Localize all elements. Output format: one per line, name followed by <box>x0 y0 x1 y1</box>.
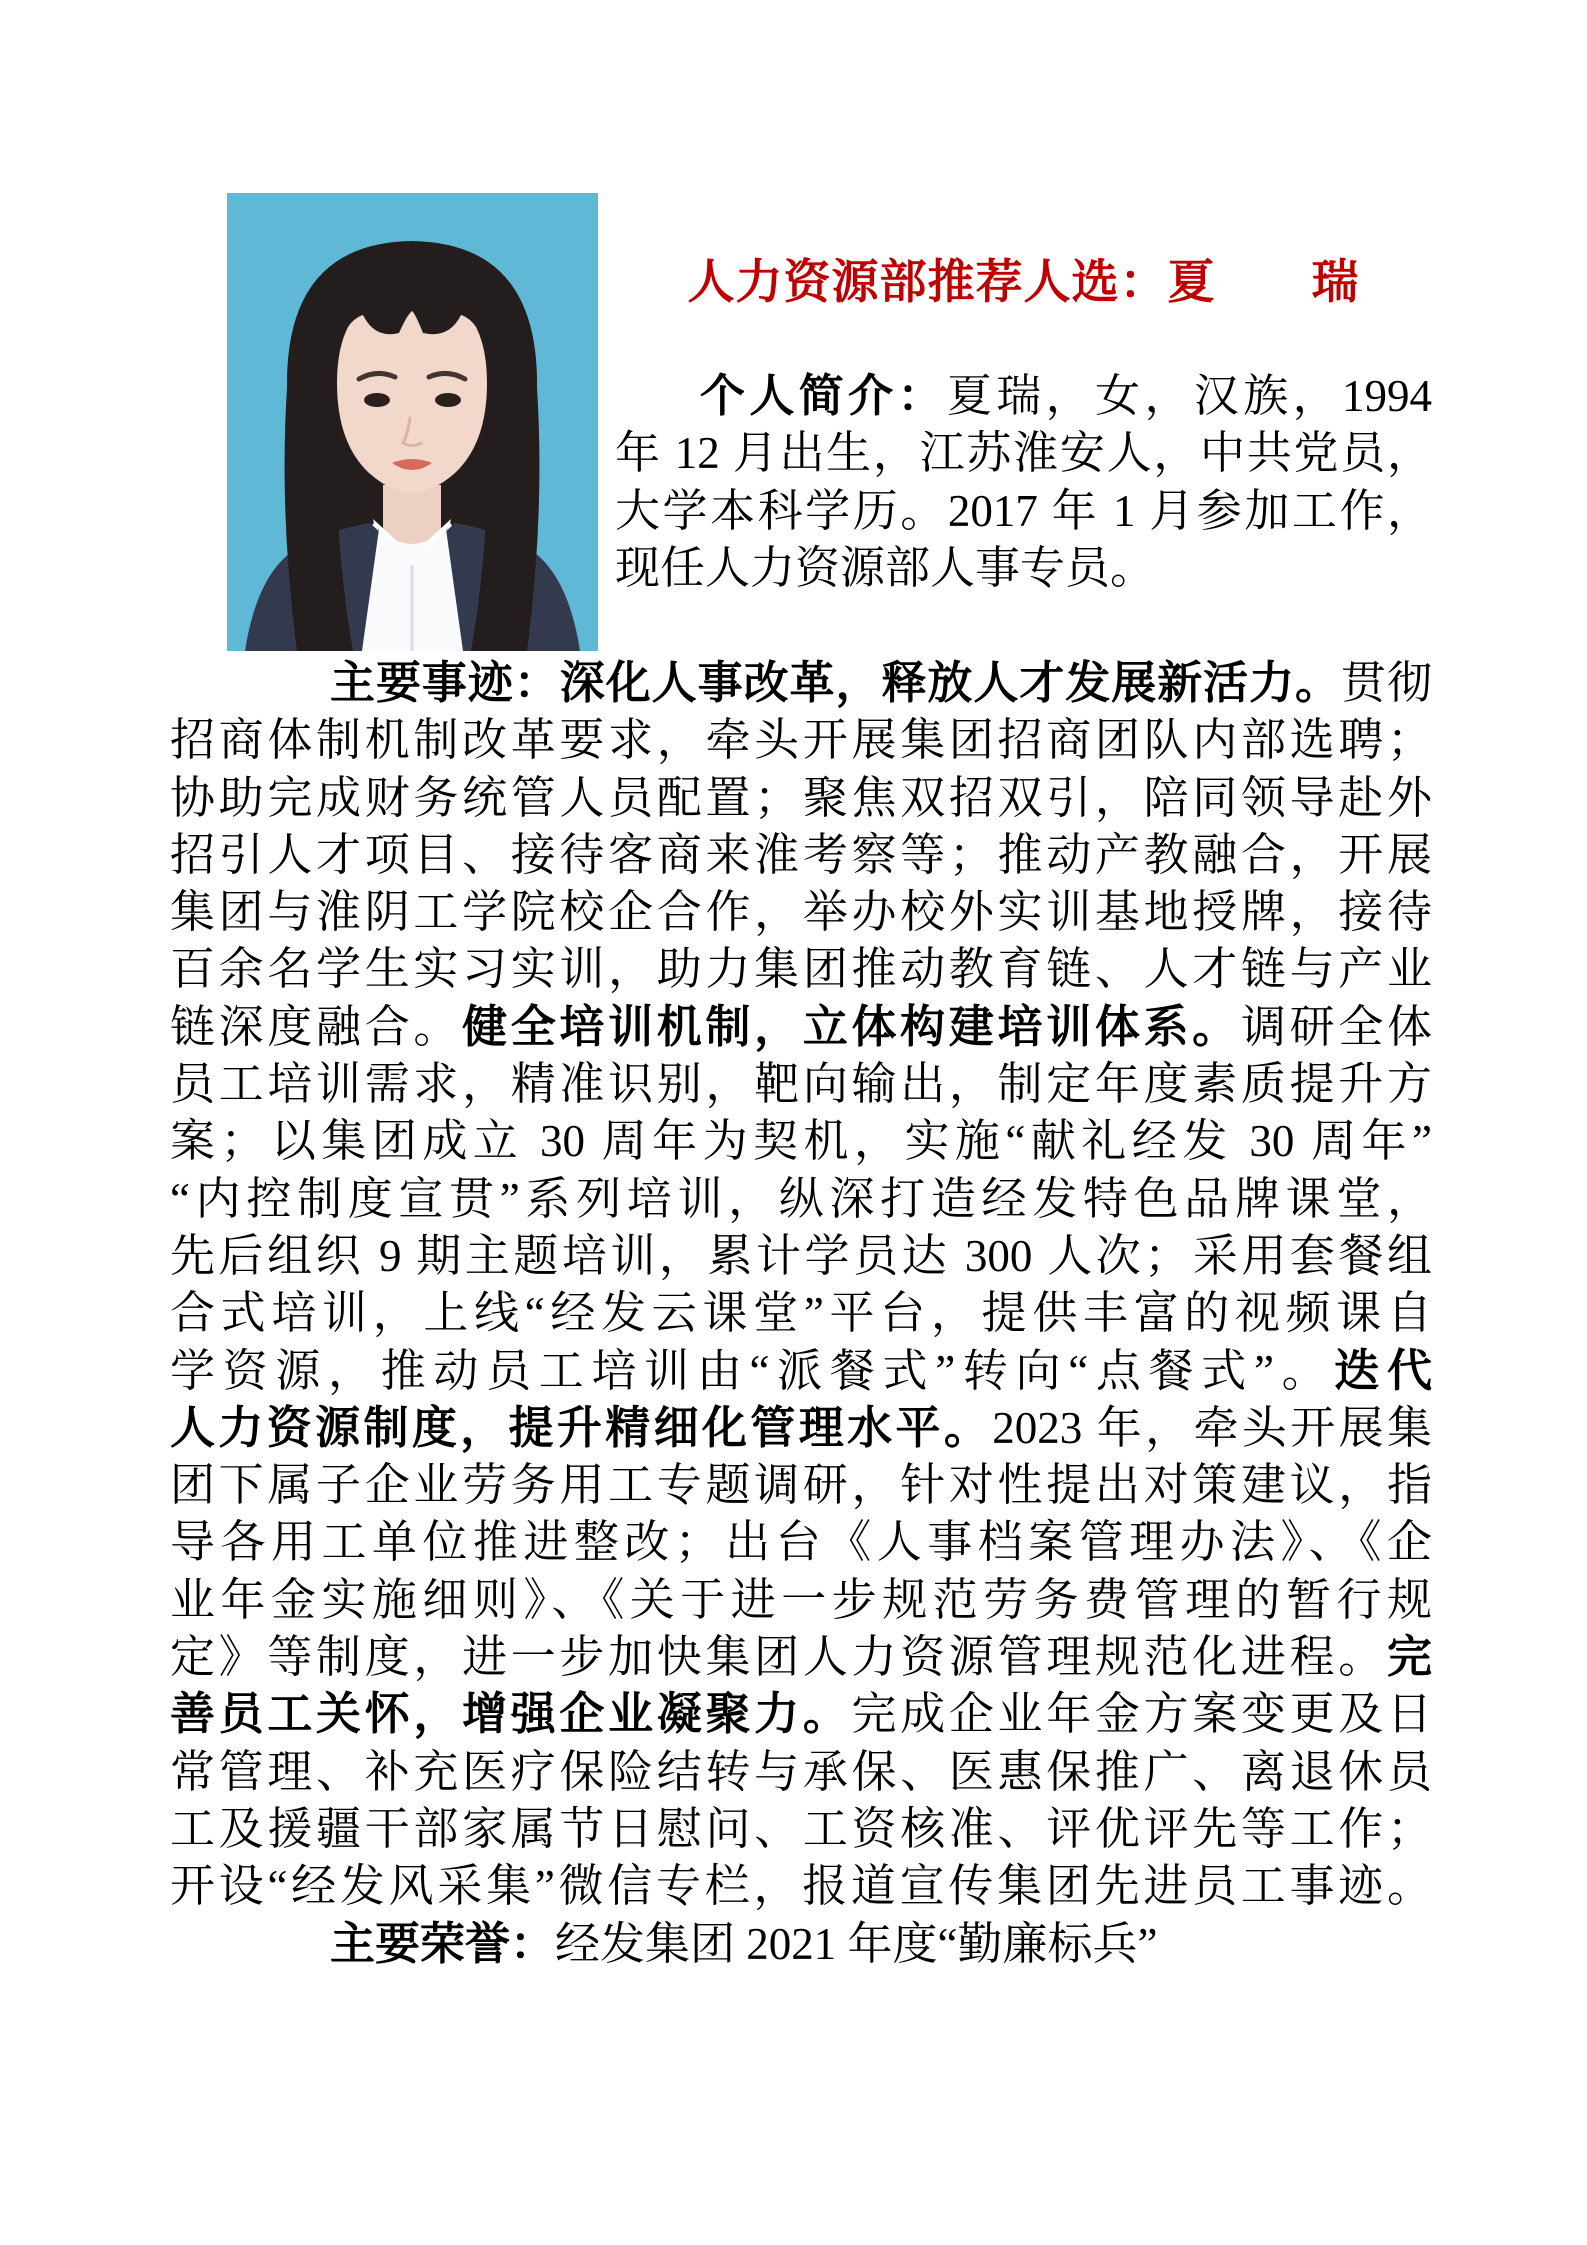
text-segment: “内控制度宣贯”系列培训，纵深打造经发特色品牌课堂， <box>170 1173 1432 1224</box>
text-segment: 开设“经发风采集”微信专栏，报道宣传集团先进员工事迹。 <box>170 1861 1432 1912</box>
bold-text-segment: 健全培训机制，立体构建培训体系。 <box>462 1001 1241 1052</box>
body-line <box>170 1285 1432 1342</box>
body-line <box>170 1686 1432 1743</box>
text-segment: 案；以集团成立 30 周年为契机，实施“献礼经发 30 周年” <box>170 1116 1432 1167</box>
body-line <box>170 1916 1432 1973</box>
body-line <box>170 1343 1432 1400</box>
text-segment: 协助完成财务统管人员配置；聚焦双招双引，陪同领导赴外 <box>170 772 1432 823</box>
text-segment: 调研全体 <box>1240 1001 1432 1052</box>
text-segment: 合式培训，上线“经发云课堂”平台，提供丰富的视频课自 <box>170 1288 1432 1339</box>
body-line <box>170 827 1432 884</box>
text-segment: 贯彻 <box>1341 658 1432 708</box>
text-segment: 2023 年，牵头开展集 <box>992 1402 1432 1453</box>
body-line <box>170 999 1432 1056</box>
text-segment: 现任人力资源部人事专员。 <box>615 542 1156 593</box>
body-line <box>170 712 1432 769</box>
body-line <box>170 884 1432 941</box>
text-segment: 夏瑞，女，汉族，1994 <box>946 371 1432 421</box>
text-segment: 工及援疆干部家属节日慰问、工资核准、评优评先等工作； <box>170 1803 1432 1854</box>
body-line <box>170 1228 1432 1285</box>
text-segment: 大学本科学历。2017 年 1 月参加工作， <box>615 485 1432 536</box>
body-line <box>170 770 1432 827</box>
text-segment: 经发集团 2021 年度“勤廉标兵” <box>555 1918 1158 1969</box>
text-segment: 先后组织 9 期主题培训，累计学员达 300 人次；采用套餐组 <box>170 1230 1432 1281</box>
body-line <box>170 1171 1432 1228</box>
text-segment: 业年金实施细则》、《关于进一步规范劳务费管理的暂行规 <box>170 1574 1432 1625</box>
text-segment: 年 12 月出生，江苏淮安人，中共党员， <box>615 428 1432 479</box>
text-segment: 员工培训需求，精准识别，靶向输出，制定年度素质提升方 <box>170 1059 1432 1110</box>
body-line <box>170 1858 1432 1915</box>
body-line <box>170 1629 1432 1686</box>
body-line <box>170 655 1432 712</box>
text-segment: 链深度融合。 <box>170 1001 463 1052</box>
text-segment: 导各用工单位推进整改；出台《人事档案管理办法》、《企 <box>170 1517 1432 1568</box>
body-line <box>170 1457 1432 1514</box>
text-segment: 招商体制机制改革要求，牵头开展集团招商团队内部选聘； <box>170 715 1432 766</box>
intro-line <box>615 425 1432 482</box>
portrait-photo <box>227 193 598 651</box>
body-line <box>170 1400 1432 1457</box>
document-title: 人力资源部推荐人选：夏 瑞 <box>687 257 1360 309</box>
body-line <box>170 1113 1432 1170</box>
text-segment: 常管理、补充医疗保险结转与承保、医惠保推广、离退休员 <box>170 1746 1432 1797</box>
intro-line <box>615 483 1432 540</box>
bold-text-segment: 个人简介： <box>700 371 947 421</box>
bold-text-segment: 善员工关怀，增强企业凝聚力。 <box>170 1689 852 1740</box>
text-segment: 百余名学生实习实训，助力集团推动教育链、人才链与产业 <box>170 944 1432 995</box>
bold-text-segment: 主要荣誉： <box>330 1918 556 1969</box>
intro-paragraph <box>615 368 1432 597</box>
intro-line <box>615 540 1432 597</box>
body-line <box>170 1744 1432 1801</box>
bold-text-segment: 主要事迹：深化人事改革，释放人才发展新活力。 <box>330 658 1342 708</box>
body-line <box>170 1056 1432 1113</box>
text-segment: 招引人才项目、接待客商来淮考察等；推动产教融合，开展 <box>170 829 1432 880</box>
body-line <box>170 1572 1432 1629</box>
text-segment: 完成企业年金方案变更及日 <box>851 1689 1432 1740</box>
bold-text-segment: 完 <box>1386 1632 1432 1683</box>
bold-text-segment: 迭代 <box>1334 1345 1432 1396</box>
intro-line <box>615 368 1432 425</box>
text-segment: 学资源，推动员工培训由“派餐式”转向“点餐式”。 <box>170 1345 1335 1396</box>
text-segment: 集团与淮阴工学院校企合作，举办校外实训基地授牌，接待 <box>170 887 1432 938</box>
text-segment: 定》等制度，进一步加快集团人力资源管理规范化进程。 <box>170 1632 1387 1683</box>
body-line <box>170 1514 1432 1571</box>
body-line <box>170 941 1432 998</box>
body-paragraphs <box>170 655 1432 1973</box>
body-line <box>170 1801 1432 1858</box>
bold-text-segment: 人力资源制度，提升精细化管理水平。 <box>170 1402 993 1453</box>
text-segment: 团下属子企业劳务用工专题调研，针对性提出对策建议，指 <box>170 1460 1432 1511</box>
